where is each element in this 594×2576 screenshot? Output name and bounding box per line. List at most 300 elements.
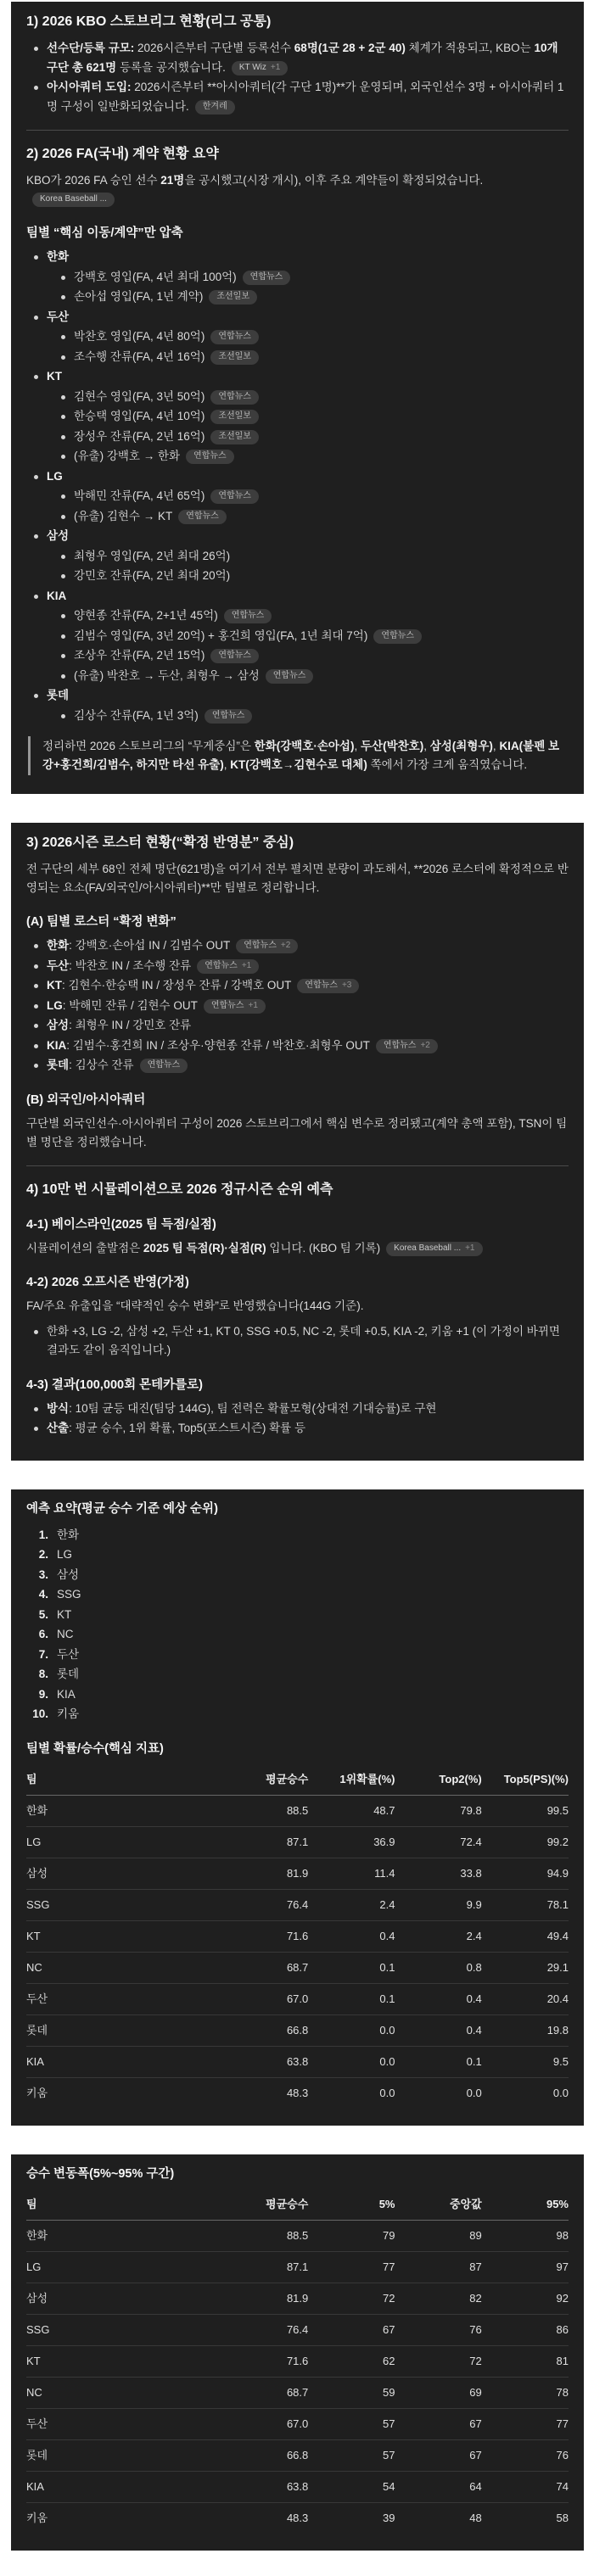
bold-text-run: 롯데 bbox=[47, 689, 70, 701]
section-heading: 4) 10만 번 시뮬레이션으로 2026 정규시즌 순위 예측 bbox=[26, 1182, 333, 1197]
value-cell: 98 bbox=[482, 2220, 569, 2251]
table-row bbox=[26, 2377, 569, 2408]
column-header: 95% bbox=[482, 2188, 569, 2221]
value-cell: 57 bbox=[308, 2439, 395, 2471]
value-cell: 48.7 bbox=[308, 1795, 395, 1826]
source-citation-pill[interactable] bbox=[205, 709, 253, 724]
ranking-item: 두산 bbox=[57, 1647, 80, 1661]
column-header: 중앙값 bbox=[395, 2188, 482, 2221]
table-row bbox=[26, 1952, 569, 1983]
value-cell: 0.1 bbox=[395, 2046, 482, 2077]
bold-text-run: 두산(박찬호) bbox=[361, 740, 424, 752]
source-count: +1 bbox=[465, 1243, 475, 1253]
table-row bbox=[26, 1858, 569, 1889]
value-cell: 63.8 bbox=[221, 2046, 308, 2077]
sub-heading: 4-3) 결과(100,000회 몬테카를로) bbox=[26, 1377, 203, 1392]
value-cell: 67.0 bbox=[221, 1983, 308, 2014]
value-cell: 99.2 bbox=[482, 1826, 569, 1858]
text-run: 등록을 공지했습니다. bbox=[116, 60, 226, 74]
text-run: 을 공시했고(시장 개시), 이후 주요 계약들이 확정되었습니다. bbox=[184, 174, 484, 187]
bullet-list bbox=[26, 1322, 569, 1361]
text-run: 박찬호 영입(FA, 4년 80억) bbox=[74, 330, 205, 343]
value-cell: 72 bbox=[308, 2283, 395, 2314]
text-run: 2026시즌부터 **아시아쿼터(각 구단 1명)**가 운영되며, 외국인선수 3명 + 아시아쿼터 1명 구성이 일반화되었습니다. bbox=[47, 81, 564, 113]
list-item bbox=[26, 427, 569, 447]
text-run: 김현수 영입(FA, 3년 50억) bbox=[74, 389, 205, 403]
text-run: : 평균 승수, 1위 확률, Top5(포스트시즌) 확률 등 bbox=[69, 1422, 305, 1434]
bold-text-run: 한화 bbox=[47, 939, 70, 952]
paragraph bbox=[26, 1297, 569, 1316]
team-cell: 한화 bbox=[26, 2220, 221, 2251]
bold-text-run: 두산 bbox=[47, 958, 70, 972]
list-item bbox=[26, 527, 569, 546]
bold-text-run: 68명(1군 28 + 2군 40) bbox=[294, 42, 406, 54]
value-cell: 67 bbox=[395, 2408, 482, 2439]
list-item bbox=[26, 39, 569, 77]
source-name: 조선일보 bbox=[216, 292, 249, 301]
text-run: , bbox=[423, 740, 430, 752]
ranking-item: LG bbox=[57, 1548, 73, 1561]
table-row bbox=[26, 2251, 569, 2283]
table-row bbox=[26, 2471, 569, 2502]
table-row bbox=[26, 1889, 569, 1920]
text-run: 최형우 영입(FA, 2년 최대 26억) bbox=[74, 549, 231, 562]
sub-heading: (A) 팀별 로스터 “확정 변화” bbox=[26, 915, 177, 929]
table-row bbox=[26, 1826, 569, 1858]
list-item bbox=[26, 667, 569, 686]
source-name: 연합뉴스 bbox=[383, 1040, 417, 1050]
text-run: : 10팀 균등 대진(팀당 144G), 팀 전력은 확률모형(상대전 기대승률)로 구현 bbox=[69, 1401, 437, 1415]
bold-text-run: KIA bbox=[47, 589, 67, 602]
source-citation-pill[interactable] bbox=[32, 193, 115, 207]
source-citation-pill[interactable] bbox=[243, 271, 291, 285]
source-name: 조선일보 bbox=[218, 431, 251, 441]
list-item bbox=[26, 1056, 569, 1076]
source-name: 연합뉴스 bbox=[218, 391, 251, 401]
source-name: Korea Baseball ... bbox=[40, 194, 107, 204]
value-cell: 0.0 bbox=[466, 2087, 482, 2099]
value-cell: 77 bbox=[482, 2408, 569, 2439]
value-cell: 9.5 bbox=[482, 2046, 569, 2077]
value-cell: 36.9 bbox=[308, 1826, 395, 1858]
text-run: : 김상수 잔류 bbox=[69, 1059, 134, 1071]
team-cell: 롯데 bbox=[26, 2014, 221, 2046]
value-cell: 39 bbox=[383, 2512, 395, 2524]
value-cell: 68.7 bbox=[221, 2377, 308, 2408]
ranking-item: 한화 bbox=[57, 1528, 80, 1541]
bold-text-run: LG bbox=[47, 998, 63, 1012]
bold-text-run: KT bbox=[47, 370, 62, 383]
text-run: FA/주요 유출입을 “대략적인 승수 변화”로 반영했습니다(144G 기준). bbox=[26, 1299, 364, 1312]
column-header: 5% bbox=[308, 2188, 395, 2221]
value-cell: 66.8 bbox=[221, 2014, 308, 2046]
list-item bbox=[26, 547, 569, 567]
source-name: 연합뉴스 bbox=[186, 511, 219, 521]
source-name: 연합뉴스 bbox=[210, 1000, 244, 1010]
source-count: +1 bbox=[270, 62, 281, 72]
table-row bbox=[26, 1920, 569, 1952]
column-header: Top5(PS)(%) bbox=[482, 1763, 569, 1796]
list-item bbox=[26, 407, 569, 427]
source-citation-pill[interactable] bbox=[186, 450, 234, 464]
bullet-list bbox=[26, 39, 569, 116]
source-citation-pill[interactable] bbox=[195, 100, 235, 115]
source-citation-pill[interactable] bbox=[376, 1039, 438, 1053]
content-card-4 bbox=[11, 2154, 584, 2551]
team-cell: KT bbox=[26, 1920, 221, 1952]
section-divider bbox=[26, 1165, 569, 1166]
list-item bbox=[26, 248, 569, 267]
value-cell: 87 bbox=[395, 2251, 482, 2283]
source-name: 연합뉴스 bbox=[305, 981, 338, 990]
table-row bbox=[26, 2220, 569, 2251]
value-cell: 67 bbox=[308, 2314, 395, 2345]
text-run: 김범수 영입(FA, 3년 20억) + 홍건희 영입(FA, 1년 최대 7억) bbox=[74, 629, 368, 642]
data-table bbox=[26, 2188, 569, 2534]
text-run: 구단별 외국인선수·아시아쿼터 구성이 2026 스토브리그에서 핵심 변수로 정리됐고(계약 총액 포함), TSN이 팀별 명단을 정리했습니다. bbox=[26, 1116, 568, 1148]
text-run: 박해민 잔류(FA, 4년 65억) bbox=[74, 489, 205, 502]
team-cell: 키움 bbox=[26, 2087, 48, 2099]
section-heading: 1) 2026 KBO 스토브리그 현황(리그 공통) bbox=[26, 14, 272, 29]
source-count: +1 bbox=[248, 1000, 258, 1010]
table-row bbox=[26, 2502, 569, 2534]
ranking-item: 롯데 bbox=[57, 1668, 80, 1680]
source-name: 한겨레 bbox=[202, 101, 227, 111]
text-run: : 박해민 잔류 / 김현수 OUT bbox=[62, 998, 198, 1012]
table-row bbox=[26, 2046, 569, 2077]
list-item bbox=[26, 288, 569, 307]
bullet-list bbox=[26, 936, 569, 1076]
list-item bbox=[26, 1322, 569, 1361]
text-run: , bbox=[223, 758, 231, 771]
table-row bbox=[26, 2408, 569, 2439]
value-cell: 87.1 bbox=[221, 1826, 308, 1858]
list-item bbox=[26, 327, 569, 347]
source-citation-pill[interactable] bbox=[210, 390, 259, 405]
team-cell: NC bbox=[26, 2377, 221, 2408]
source-name: 연합뉴스 bbox=[381, 630, 414, 640]
value-cell: 64 bbox=[395, 2471, 482, 2502]
bold-text-run: 한화(강백호·손아섭) bbox=[254, 740, 355, 752]
text-run: 손아섭 영입(FA, 1년 계약) bbox=[74, 290, 204, 303]
value-cell: 20.4 bbox=[482, 1983, 569, 2014]
table-row bbox=[26, 2014, 569, 2046]
bold-text-run: 10개 구단 총 621명 bbox=[47, 42, 558, 74]
list-item bbox=[26, 388, 569, 407]
bold-text-run: 2025 팀 득점(R)·실점(R) bbox=[143, 1241, 266, 1254]
value-cell: 68.7 bbox=[221, 1952, 308, 1983]
table-row bbox=[26, 2439, 569, 2471]
team-cell: SSG bbox=[26, 2314, 221, 2345]
source-name: 연합뉴스 bbox=[211, 710, 245, 720]
source-citation-pill[interactable] bbox=[204, 999, 266, 1014]
team-cell: 한화 bbox=[26, 1795, 221, 1826]
value-cell: 82 bbox=[395, 2283, 482, 2314]
ranking-item: 삼성 bbox=[57, 1567, 80, 1581]
list-item bbox=[26, 268, 569, 288]
ranking-item: 키움 bbox=[57, 1707, 80, 1720]
column-header: 팀 bbox=[26, 2188, 221, 2221]
text-run: 전 구단의 세부 68인 전체 명단(621명)을 여기서 전부 펼치면 분량이 과도해서, **2026 로스터에 확정적으로 반영되는 요소(FA/외국인/아시아쿼터)**만 팀별로 정리합니다. bbox=[26, 863, 569, 894]
team-cell: KIA bbox=[26, 2046, 221, 2077]
value-cell: 97 bbox=[482, 2251, 569, 2283]
text-run: 한화 +3, LG -2, 삼성 +2, 두산 +1, KT 0, SSG +0.5, NC -2, 롯데 +0.5, KIA -2, 키움 +1 (이 가정이 바뀌면 결과도 같이 움직입니다.) bbox=[47, 1324, 560, 1356]
table-row bbox=[26, 2345, 569, 2377]
sub-heading: 승수 변동폭(5%~95% 구간) bbox=[26, 2166, 175, 2181]
column-header: Top2(%) bbox=[395, 1763, 482, 1796]
table-row bbox=[26, 2283, 569, 2314]
value-cell: 49.4 bbox=[482, 1920, 569, 1952]
source-name: KT Wiz bbox=[238, 62, 266, 72]
ranking-item: KT bbox=[57, 1607, 72, 1621]
paragraph bbox=[26, 860, 569, 897]
table-header-row bbox=[26, 2188, 569, 2221]
content-card-2 bbox=[11, 823, 584, 1461]
value-cell: 71.6 bbox=[221, 1920, 308, 1952]
value-cell: 89 bbox=[395, 2220, 482, 2251]
text-run: 강백호 영입(FA, 4년 최대 100억) bbox=[74, 270, 237, 283]
source-citation-pill[interactable] bbox=[140, 1059, 188, 1073]
team-cell: KT bbox=[26, 2345, 221, 2377]
value-cell: 92 bbox=[482, 2283, 569, 2314]
text-run: 강민호 잔류(FA, 2년 최대 20억) bbox=[74, 569, 231, 582]
list-item bbox=[26, 467, 569, 487]
table-row bbox=[26, 2077, 569, 2109]
source-citation-pill[interactable] bbox=[210, 350, 259, 365]
text-run: : 최형우 IN / 강민호 잔류 bbox=[69, 1019, 192, 1031]
team-cell: 롯데 bbox=[26, 2439, 221, 2471]
list-item bbox=[26, 1400, 569, 1419]
text-run: 조상우 잔류(FA, 2년 15억) bbox=[74, 649, 205, 662]
value-cell: 79 bbox=[308, 2220, 395, 2251]
source-citation-pill[interactable] bbox=[197, 959, 259, 974]
bold-text-run: LG bbox=[47, 469, 63, 483]
text-run: (유출) 강백호 → 한화 bbox=[74, 450, 181, 462]
list-item bbox=[26, 567, 569, 586]
value-cell: 81 bbox=[482, 2345, 569, 2377]
team-cell: 키움 bbox=[26, 2512, 48, 2524]
list-item bbox=[26, 957, 569, 976]
section-heading: 2) 2026 FA(국내) 계약 현황 요약 bbox=[26, 147, 219, 161]
team-cell: LG bbox=[26, 2251, 221, 2283]
sub-heading: (B) 외국인/아시아쿼터 bbox=[26, 1092, 146, 1107]
list-item bbox=[26, 1419, 569, 1439]
text-run: : 박찬호 IN / 조수행 잔류 bbox=[69, 958, 192, 972]
value-cell: 0.0 bbox=[308, 2046, 395, 2077]
value-cell: 19.8 bbox=[482, 2014, 569, 2046]
source-citation-pill[interactable] bbox=[210, 330, 259, 344]
source-count: +3 bbox=[341, 981, 352, 990]
paragraph bbox=[26, 1239, 569, 1258]
value-cell: 57 bbox=[308, 2408, 395, 2439]
list-item bbox=[26, 627, 569, 646]
table-row bbox=[26, 1983, 569, 2014]
ranking-list bbox=[26, 1525, 569, 1724]
source-citation-pill[interactable] bbox=[210, 430, 259, 444]
list-item bbox=[26, 686, 569, 706]
text-run: 장성우 잔류(FA, 2년 16억) bbox=[74, 429, 205, 443]
bold-text-run: KIA(불펜 보강+홍건희/김범수, 하지만 타선 유출) bbox=[42, 740, 560, 771]
bullet-list bbox=[26, 248, 569, 725]
source-name: 연합뉴스 bbox=[205, 960, 238, 970]
text-run: 정리하면 2026 스토브리그의 “무게중심”은 bbox=[42, 740, 255, 752]
value-cell: 67 bbox=[395, 2439, 482, 2471]
value-cell: 78 bbox=[482, 2377, 569, 2408]
value-cell: 2.4 bbox=[395, 1920, 482, 1952]
sub-heading: 4-2) 2026 오프시즌 반영(가정) bbox=[26, 1275, 189, 1289]
value-cell: 94.9 bbox=[482, 1858, 569, 1889]
text-run: , bbox=[492, 740, 500, 752]
value-cell: 0.4 bbox=[395, 2014, 482, 2046]
table-row bbox=[26, 1795, 569, 1826]
team-cell: KIA bbox=[26, 2471, 221, 2502]
table-row bbox=[26, 2314, 569, 2345]
list-item bbox=[26, 447, 569, 467]
value-cell: 0.4 bbox=[308, 1920, 395, 1952]
source-citation-pill[interactable] bbox=[236, 939, 298, 953]
list-item bbox=[26, 1016, 569, 1036]
source-citation-pill[interactable] bbox=[178, 510, 227, 524]
list-item bbox=[26, 646, 569, 666]
sub-heading: 팀별 “핵심 이동/계약”만 압축 bbox=[26, 226, 183, 240]
text-run: : 강백호·손아섭 IN / 김범수 OUT bbox=[69, 939, 231, 952]
value-cell: 76.4 bbox=[221, 2314, 308, 2345]
section-divider bbox=[26, 130, 569, 131]
source-count: +1 bbox=[241, 960, 252, 970]
bold-text-run: KIA bbox=[47, 1038, 67, 1052]
bold-text-run: 삼성(최형우) bbox=[429, 740, 493, 752]
value-cell: 88.5 bbox=[221, 2220, 308, 2251]
list-item bbox=[26, 1037, 569, 1056]
data-table bbox=[26, 1763, 569, 2109]
source-citation-pill[interactable] bbox=[297, 979, 359, 993]
value-cell: 99.5 bbox=[482, 1795, 569, 1826]
bullet-list bbox=[26, 1400, 569, 1439]
bold-text-run: 산출 bbox=[47, 1422, 70, 1434]
source-name: 연합뉴스 bbox=[272, 670, 306, 680]
value-cell: 9.9 bbox=[395, 1889, 482, 1920]
text-run: 한승택 영입(FA, 4년 10억) bbox=[74, 410, 205, 422]
value-cell: 76 bbox=[482, 2439, 569, 2471]
text-run: (유출) 박찬호 → 두산, 최형우 → 삼성 bbox=[74, 668, 260, 682]
text-run: (유출) 김현수 → KT bbox=[74, 509, 173, 522]
source-citation-pill[interactable] bbox=[232, 61, 288, 75]
text-run: : 김현수·한승택 IN / 장성우 잔류 / 강백호 OUT bbox=[62, 979, 292, 992]
value-cell: 58 bbox=[556, 2512, 569, 2524]
value-cell: 72 bbox=[395, 2345, 482, 2377]
value-cell: 67.0 bbox=[221, 2408, 308, 2439]
value-cell: 0.1 bbox=[308, 1952, 395, 1983]
source-citation-pill[interactable] bbox=[210, 410, 259, 424]
value-cell: 71.6 bbox=[221, 2345, 308, 2377]
source-name: Korea Baseball ... bbox=[394, 1243, 462, 1253]
text-run: 2026시즌부터 구단별 등록선수 bbox=[134, 42, 294, 54]
value-cell: 48.3 bbox=[286, 2512, 309, 2524]
value-cell: 72.4 bbox=[395, 1826, 482, 1858]
bold-text-run: 21명 bbox=[160, 174, 185, 187]
column-header: 평균승수 bbox=[221, 2188, 308, 2221]
list-item bbox=[26, 487, 569, 506]
text-run: 김상수 잔류(FA, 1년 3억) bbox=[74, 708, 199, 722]
table-header-row bbox=[26, 1763, 569, 1796]
text-run: : 김범수·홍건희 IN / 조상우·양현종 잔류 / 박찬호·최형우 OUT bbox=[66, 1038, 370, 1052]
list-item bbox=[26, 997, 569, 1016]
list-item bbox=[26, 367, 569, 387]
bold-text-run: 삼성 bbox=[47, 1019, 70, 1031]
value-cell: 0.4 bbox=[395, 1983, 482, 2014]
value-cell: 79.8 bbox=[395, 1795, 482, 1826]
source-citation-pill[interactable] bbox=[386, 1242, 482, 1256]
value-cell: 0.0 bbox=[552, 2087, 569, 2099]
text-run: 양현종 잔류(FA, 2+1년 45억) bbox=[74, 609, 218, 622]
source-citation-pill[interactable] bbox=[209, 290, 257, 305]
source-name: 연합뉴스 bbox=[218, 651, 251, 660]
text-run: 조수행 잔류(FA, 4년 16억) bbox=[74, 349, 205, 363]
list-item bbox=[26, 348, 569, 367]
source-citation-pill[interactable] bbox=[210, 489, 259, 504]
source-name: 조선일보 bbox=[218, 411, 251, 421]
sub-heading: 팀별 확률/승수(핵심 지표) bbox=[26, 1741, 164, 1756]
text-run: 입니다. (KBO 팀 기록) bbox=[266, 1241, 381, 1254]
value-cell: 0.8 bbox=[395, 1952, 482, 1983]
value-cell: 76 bbox=[395, 2314, 482, 2345]
source-name: 조선일보 bbox=[218, 351, 251, 361]
bold-text-run: 아시아쿼터 도입: bbox=[47, 81, 132, 93]
source-name: 연합뉴스 bbox=[218, 332, 251, 341]
value-cell: 62 bbox=[308, 2345, 395, 2377]
bold-text-run: 방식 bbox=[47, 1401, 70, 1415]
value-cell: 87.1 bbox=[221, 2251, 308, 2283]
bold-text-run: KT(강백호→김현수로 대체) bbox=[230, 758, 367, 771]
value-cell: 69 bbox=[395, 2377, 482, 2408]
source-count: +2 bbox=[420, 1040, 430, 1050]
ranking-item: SSG bbox=[57, 1588, 81, 1601]
sub-heading: 예측 요약(평균 승수 기준 예상 순위) bbox=[26, 1501, 218, 1516]
text-run: 시뮬레이션의 출발점은 bbox=[26, 1241, 143, 1254]
source-citation-pill[interactable] bbox=[373, 629, 422, 644]
value-cell: 76.4 bbox=[221, 1889, 308, 1920]
text-run: 체계가 적용되고, KBO는 bbox=[405, 42, 535, 54]
summary-blockquote bbox=[28, 736, 569, 775]
bold-text-run: 롯데 bbox=[47, 1059, 70, 1071]
value-cell: 66.8 bbox=[221, 2439, 308, 2471]
team-cell: 삼성 bbox=[26, 2283, 221, 2314]
team-cell: 삼성 bbox=[26, 1858, 221, 1889]
value-cell: 29.1 bbox=[482, 1952, 569, 1983]
value-cell: 86 bbox=[482, 2314, 569, 2345]
bold-text-run: 두산 bbox=[47, 310, 70, 323]
bold-text-run: 한화 bbox=[47, 250, 70, 263]
content-card-1 bbox=[11, 2, 584, 794]
paragraph bbox=[26, 171, 569, 209]
value-cell: 81.9 bbox=[221, 1858, 308, 1889]
source-citation-pill[interactable] bbox=[266, 669, 314, 684]
value-cell: 63.8 bbox=[221, 2471, 308, 2502]
source-citation-pill[interactable] bbox=[210, 649, 259, 663]
text-run: KBO가 2026 FA 승인 선수 bbox=[26, 174, 161, 187]
list-item bbox=[26, 976, 569, 996]
column-header: 팀 bbox=[26, 1763, 221, 1796]
source-citation-pill[interactable] bbox=[224, 609, 272, 623]
content-card-3 bbox=[11, 1489, 584, 2126]
text-run: 쪽에서 가장 크게 움직였습니다. bbox=[367, 758, 528, 771]
team-cell: NC bbox=[26, 1952, 221, 1983]
list-item bbox=[26, 78, 569, 116]
value-cell: 54 bbox=[308, 2471, 395, 2502]
source-name: 연합뉴스 bbox=[218, 491, 251, 500]
ranking-item: KIA bbox=[57, 1687, 76, 1701]
source-name: 연합뉴스 bbox=[244, 941, 277, 950]
